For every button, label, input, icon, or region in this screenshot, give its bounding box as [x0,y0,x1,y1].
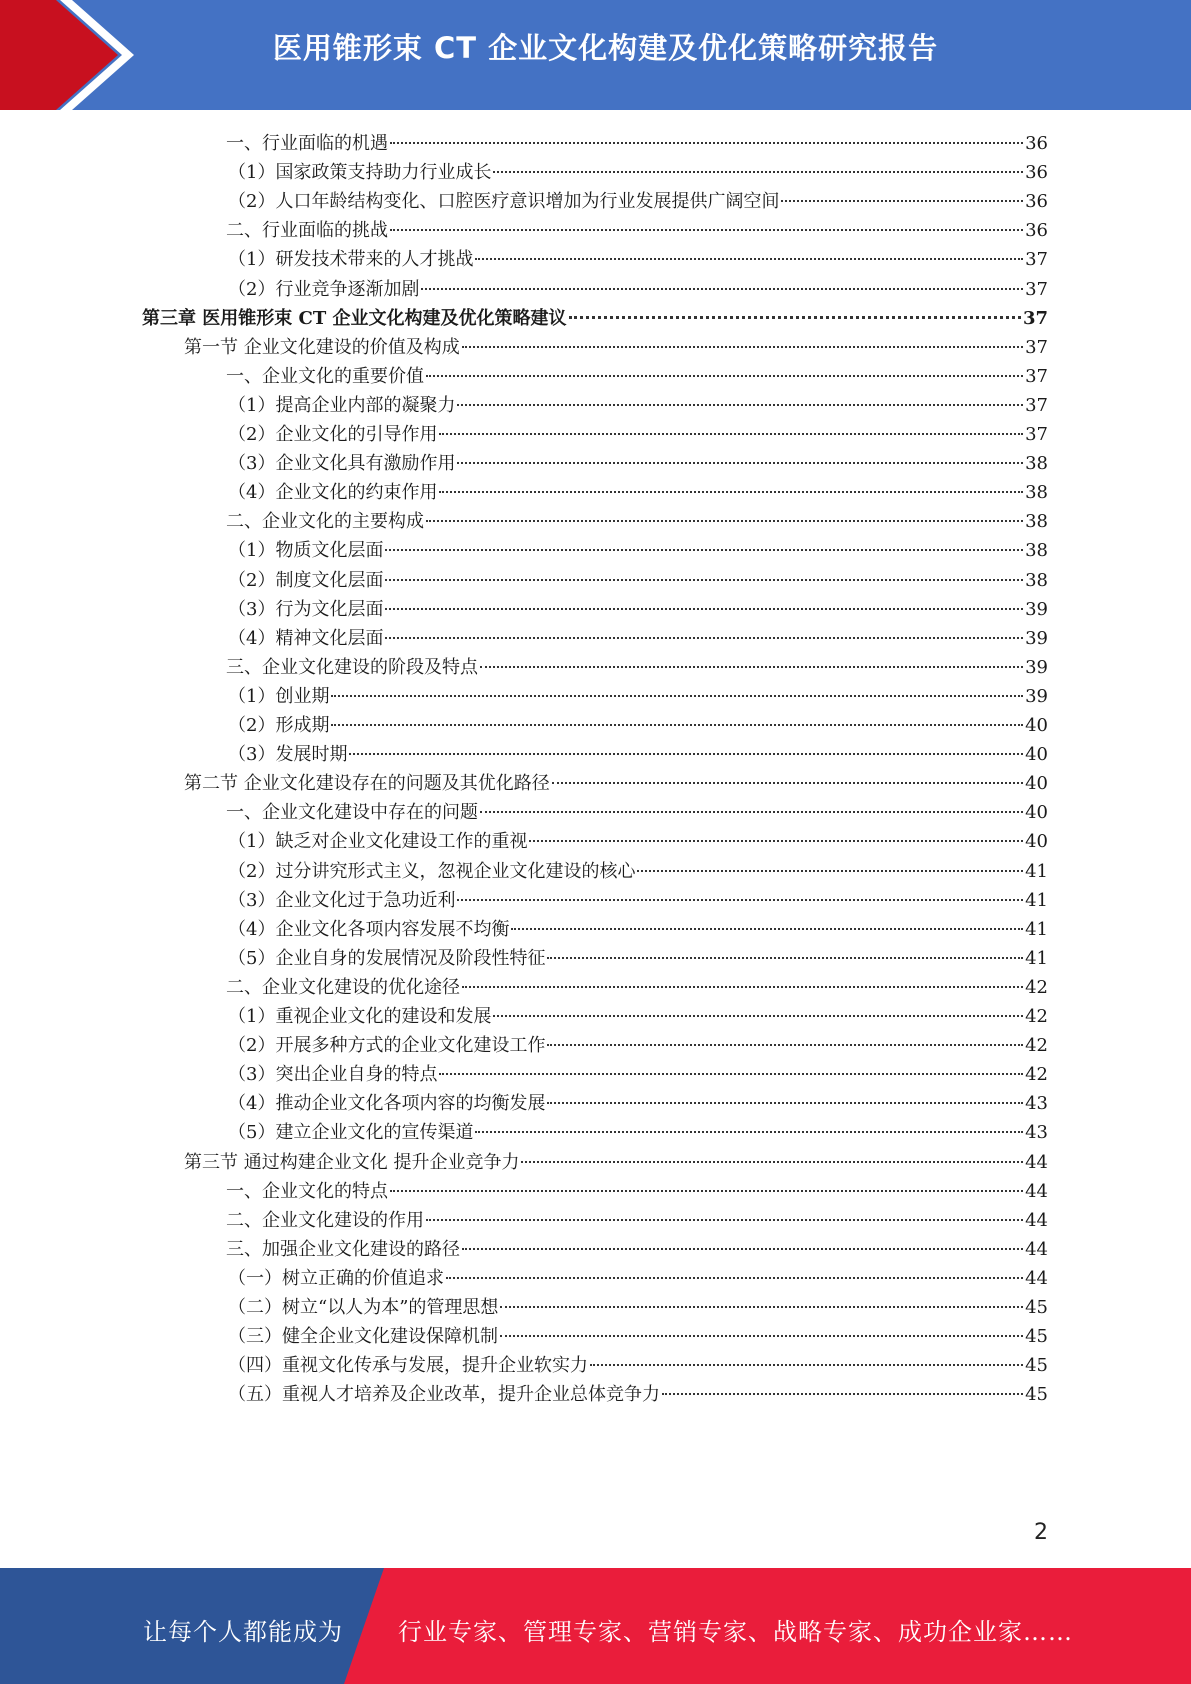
header-banner [0,0,1191,110]
toc-entry-title: （5）建立企业文化的宣传渠道 [228,1122,474,1144]
toc-entry-title: （3）行为文化层面 [228,598,384,620]
toc-entry[interactable] [226,972,1048,1003]
toc-entry[interactable] [228,244,1048,275]
toc-dot-leader [446,1277,1023,1279]
toc-entry[interactable] [226,1205,1048,1236]
toc-entry-title: 一、企业文化的重要价值 [226,365,424,387]
toc-dot-leader [475,1131,1023,1133]
toc-entry-page: 39 [1025,656,1048,678]
toc-entry[interactable] [142,303,1048,334]
toc-entry[interactable] [228,856,1048,887]
toc-entry-title: （一）树立正确的价值追求 [228,1267,444,1289]
toc-dot-leader [385,637,1023,639]
toc-dot-leader [547,1044,1023,1046]
toc-dot-leader [547,957,1023,959]
toc-entry[interactable] [228,565,1048,596]
toc-entry[interactable] [228,477,1048,508]
toc-entry-page: 36 [1025,220,1048,242]
toc-entry[interactable] [226,128,1048,159]
toc-entry-page: 36 [1025,162,1048,184]
toc-entry-page: 42 [1025,1064,1048,1086]
toc-entry-page: 40 [1025,773,1048,795]
toc-entry[interactable] [228,1263,1048,1294]
toc-entry-title: （2）行业竞争逐渐加剧 [228,278,420,300]
footer-slogan-left: 让每个人都能成为 [143,1618,343,1646]
toc-entry-page: 44 [1025,1151,1048,1173]
toc-entry-title: （2）企业文化的引导作用 [228,424,438,445]
toc-entry-page: 37 [1025,424,1048,445]
toc-dot-leader [426,1219,1023,1221]
toc-entry-page: 44 [1025,1267,1048,1289]
toc-entry-title: 一、企业文化建设中存在的问题 [226,802,478,824]
toc-dot-leader [439,433,1023,435]
toc-entry-title: （3）发展时期 [228,744,348,766]
toc-entry-page: 42 [1025,1035,1048,1057]
toc-dot-leader [552,782,1023,784]
toc-entry-title: （1）重视企业文化的建设和发展 [228,1006,492,1027]
toc-entry-page: 40 [1025,744,1048,766]
toc-entry-page: 38 [1025,453,1048,475]
toc-entry-page: 45 [1025,1355,1048,1377]
toc-dot-leader [480,666,1023,668]
toc-dot-leader [462,346,1023,348]
toc-entry-page: 43 [1025,1122,1048,1144]
toc-entry-page: 38 [1025,482,1048,504]
toc-dot-leader [390,142,1023,144]
toc-dot-leader [590,1364,1023,1366]
toc-entry-title: 第三章 医用锥形束 CT 企业文化构建及优化策略建议 [142,307,567,329]
toc-entry[interactable] [228,710,1048,741]
toc-entry[interactable] [228,1292,1048,1323]
toc-entry[interactable] [228,1350,1048,1381]
toc-dot-leader [331,724,1023,726]
toc-dot-leader [439,491,1023,493]
toc-dot-leader [500,1335,1023,1337]
toc-entry-title: （1）国家政策支持助力行业成长 [228,162,492,184]
toc-dot-leader [480,811,1023,813]
toc-entry-page: 44 [1025,1238,1048,1260]
toc-dot-leader [426,520,1023,522]
toc-dot-leader [781,200,1023,202]
toc-dot-leader [457,899,1023,901]
toc-entry-page: 37 [1025,249,1048,271]
toc-dot-leader [439,1073,1023,1075]
toc-entry-title: （1）创业期 [228,685,330,707]
toc-entry-page: 42 [1025,1006,1048,1027]
toc-entry-page: 45 [1025,1326,1048,1348]
toc-entry-page: 39 [1025,627,1048,649]
toc-dot-leader [331,695,1023,697]
toc-entry-title: （1）物质文化层面 [228,540,384,562]
toc-entry-title: （2）人口年龄结构变化、口腔医疗意识增加为行业发展提供广阔空间 [228,191,780,213]
toc-entry[interactable] [228,1059,1048,1090]
toc-entry-page: 41 [1025,947,1048,969]
toc-entry-title: （3）突出企业自身的特点 [228,1064,438,1086]
toc-entry-title: （3）企业文化具有激励作用 [228,453,456,475]
toc-entry-page: 41 [1025,889,1048,911]
toc-entry-title: 第一节 企业文化建设的价值及构成 [184,336,460,358]
toc-entry[interactable] [226,652,1048,683]
toc-entry[interactable] [184,1147,1048,1178]
toc-entry-title: 一、行业面临的机遇 [226,133,388,154]
toc-entry[interactable] [228,1117,1048,1148]
toc-dot-leader [493,171,1023,173]
toc-entry-page: 41 [1025,918,1048,940]
toc-entry-page: 38 [1025,511,1048,533]
toc-entry[interactable] [228,943,1048,974]
toc-entry-title: 二、企业文化建设的作用 [226,1209,424,1231]
toc-entry-page: 45 [1025,1384,1048,1406]
toc-entry-title: 三、加强企业文化建设的路径 [226,1238,460,1260]
toc-entry[interactable] [184,332,1048,363]
toc-entry-page: 38 [1025,569,1048,591]
toc-entry[interactable] [228,914,1048,945]
toc-entry[interactable] [228,594,1048,625]
toc-entry-page: 40 [1025,831,1048,853]
toc-entry-page: 37 [1025,278,1048,300]
toc-entry[interactable] [226,215,1048,246]
toc-entry[interactable] [228,448,1048,479]
toc-entry[interactable] [228,419,1048,450]
toc-entry-page: 36 [1025,133,1048,154]
toc-entry[interactable] [228,1379,1048,1410]
toc-dot-leader [390,229,1023,231]
toc-entry[interactable] [226,1176,1048,1207]
toc-entry-page: 44 [1025,1209,1048,1231]
toc-entry-title: （4）推动企业文化各项内容的均衡发展 [228,1093,546,1115]
toc-entry[interactable] [228,157,1048,188]
toc-entry-page: 43 [1025,1093,1048,1115]
toc-entry-page: 37 [1025,336,1048,358]
toc-entry-title: 一、企业文化的特点 [226,1180,388,1202]
toc-entry-title: （2）形成期 [228,715,330,736]
toc-entry-title: 二、企业文化建设的优化途径 [226,976,460,998]
toc-entry[interactable] [228,390,1048,421]
toc-entry-page: 44 [1025,1180,1048,1202]
toc-entry[interactable] [228,739,1048,770]
header-arrow-graphic [0,0,160,110]
toc-entry-title: 二、行业面临的挑战 [226,220,388,242]
toc-dot-leader [569,316,1021,319]
toc-dot-leader [421,288,1023,290]
toc-entry[interactable] [228,623,1048,654]
toc-entry-title: （1）研发技术带来的人才挑战 [228,249,474,271]
toc-entry-page: 37 [1025,394,1048,416]
toc-dot-leader [349,753,1023,755]
toc-entry-title: （2）制度文化层面 [228,569,384,591]
toc-entry[interactable] [228,1321,1048,1352]
toc-entry-title: （4）企业文化的约束作用 [228,482,438,504]
toc-dot-leader [500,1306,1023,1308]
toc-dot-leader [390,1190,1023,1192]
toc-dot-leader [529,840,1023,842]
toc-dot-leader [426,375,1023,377]
toc-entry-page: 40 [1025,715,1048,736]
toc-entry-title: （5）企业自身的发展情况及阶段性特征 [228,947,546,969]
toc-entry-page: 36 [1025,191,1048,213]
toc-dot-leader [457,462,1023,464]
toc-dot-leader [457,404,1023,406]
toc-entry-title: 第三节 通过构建企业文化 提升企业竞争力 [184,1151,520,1173]
toc-dot-leader [662,1393,1023,1395]
toc-dot-leader [547,1102,1023,1104]
toc-entry-page: 37 [1022,307,1048,329]
toc-entry-title: 二、企业文化的主要构成 [226,511,424,533]
toc-entry[interactable] [228,186,1048,217]
toc-entry-title: （五）重视人才培养及企业改革，提升企业总体竞争力 [228,1384,660,1406]
toc-dot-leader [385,579,1023,581]
toc-entry-title: （2）过分讲究形式主义，忽视企业文化建设的核心 [228,860,636,882]
toc-entry-title: （4）精神文化层面 [228,627,384,649]
toc-entry-page: 45 [1025,1297,1048,1318]
toc-entry[interactable] [228,274,1048,305]
toc-entry-title: （三）健全企业文化建设保障机制 [228,1326,498,1348]
toc-entry-title: （3）企业文化过于急功近利 [228,889,456,911]
toc-dot-leader [462,986,1023,988]
toc-entry-page: 38 [1025,540,1048,562]
toc-entry[interactable] [228,1030,1048,1061]
toc-entry[interactable] [228,826,1048,857]
toc-dot-leader [385,608,1023,610]
toc-entry-title: （4）企业文化各项内容发展不均衡 [228,918,510,940]
toc-dot-leader [493,1015,1023,1017]
page-number: 2 [1034,1520,1048,1545]
toc-dot-leader [385,549,1023,551]
toc-entry-page: 41 [1025,860,1048,882]
toc-entry-page: 42 [1025,976,1048,998]
toc-entry[interactable] [226,797,1048,828]
toc-entry-title: 第二节 企业文化建设存在的问题及其优化路径 [184,773,550,795]
toc-dot-leader [462,1248,1023,1250]
toc-entry-title: （1）缺乏对企业文化建设工作的重视 [228,831,528,853]
toc-entry-title: （2）开展多种方式的企业文化建设工作 [228,1035,546,1057]
toc-entry-title: 三、企业文化建设的阶段及特点 [226,656,478,678]
toc-entry-page: 37 [1025,365,1048,387]
toc-entry[interactable] [228,1088,1048,1119]
toc-entry[interactable] [226,506,1048,537]
toc-dot-leader [637,870,1023,872]
toc-entry-page: 39 [1025,598,1048,620]
toc-dot-leader [521,1161,1023,1163]
toc-entry[interactable] [228,1001,1048,1032]
toc-entry[interactable] [226,1234,1048,1265]
toc-entry-page: 40 [1025,802,1048,824]
footer-banner [0,1568,1191,1684]
toc-entry[interactable] [184,768,1048,799]
toc-entry[interactable] [228,535,1048,566]
footer-slogan-right: 行业专家、管理专家、营销专家、战略专家、成功企业家…… [398,1618,1073,1646]
toc-entry-title: （二）树立“以人为本”的管理思想 [228,1297,499,1318]
toc-entry[interactable] [228,885,1048,916]
toc-dot-leader [475,258,1023,260]
toc-entry[interactable] [226,361,1048,392]
toc-entry-title: （四）重视文化传承与发展，提升企业软实力 [228,1355,588,1377]
toc-dot-leader [511,928,1023,930]
toc-entry-page: 39 [1025,685,1048,707]
toc-entry-title: （1）提高企业内部的凝聚力 [228,394,456,416]
toc-entry[interactable] [228,681,1048,712]
report-title: 医用锥形束 CT 企业文化构建及优化策略研究报告 [272,31,939,65]
